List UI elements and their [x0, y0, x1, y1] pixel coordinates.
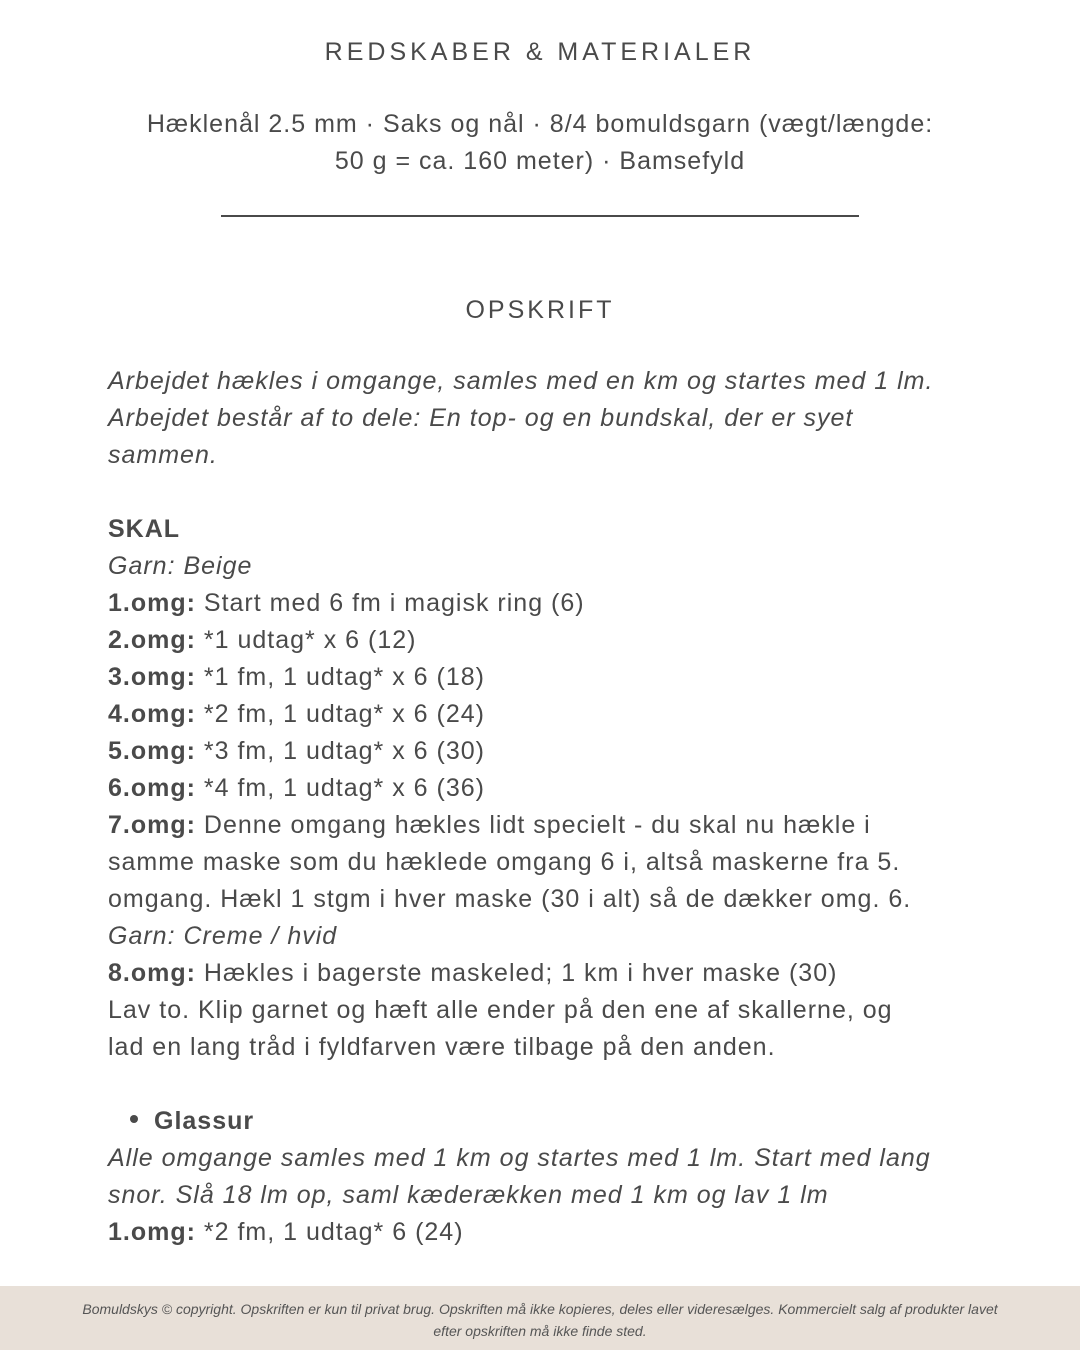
materials-list: [100, 106, 980, 180]
round-text: Denne omgang hækles lidt specielt - du skal nu hækle i: [195, 811, 871, 839]
round-text: *2 fm, 1 udtag* 6 (24): [195, 1218, 464, 1246]
shell-title: SKAL: [108, 515, 181, 543]
copyright-line-2: efter opskriften må ikke finde sted.: [433, 1323, 647, 1339]
shell-section: [108, 511, 988, 1066]
round-label: 4.omg:: [108, 700, 196, 728]
yarn-beige: Garn: Beige: [108, 552, 253, 580]
yarn-creme: Garn: Creme / hvid: [108, 922, 338, 950]
round-label: 1.omg:: [108, 589, 196, 617]
round-text: Start med 6 fm i magisk ring (6): [195, 589, 585, 617]
round-label: 2.omg:: [108, 626, 196, 654]
round-label: 7.omg:: [108, 811, 196, 839]
round-label: 3.omg:: [108, 663, 196, 691]
glaze-intro-line: snor. Slå 18 lm op, saml kæderækken med 1 km og lav 1 lm: [108, 1181, 829, 1209]
intro-line: sammen.: [108, 441, 218, 469]
round7-continued: omgang. Hækl 1 stgm i hver maske (30 i alt) så de dækker omg. 6.: [108, 885, 912, 913]
recipe-intro: [108, 363, 988, 474]
round-label: 6.omg:: [108, 774, 196, 802]
round-row: [108, 1214, 988, 1251]
intro-line: Arbejdet hækles i omgange, samles med en km og startes med 1 lm.: [108, 367, 934, 395]
copyright-line-1: Bomuldskys © copyright. Opskriften er kun til privat brug. Opskriften må ikke kopieres, deles eller videresælges. Kommercielt salg af produkter lavet: [82, 1301, 998, 1317]
round-label: 5.omg:: [108, 737, 196, 765]
round-text: *1 udtag* x 6 (12): [195, 626, 417, 654]
round-text: *1 fm, 1 udtag* x 6 (18): [195, 663, 485, 691]
round-row: [108, 659, 988, 696]
round-row: [108, 696, 988, 733]
round-row: [108, 622, 988, 659]
round-text: *3 fm, 1 udtag* x 6 (30): [195, 737, 485, 765]
round-text: Hækles i bagerste maskeled; 1 km i hver maske (30): [195, 959, 838, 987]
round-row: [108, 770, 988, 807]
round-text: *4 fm, 1 udtag* x 6 (36): [195, 774, 485, 802]
materials-line-1: Hæklenål 2.5 mm · Saks og nål · 8/4 bomuldsgarn (vægt/længde:: [146, 110, 934, 138]
recipe-heading: OPSKRIFT: [465, 296, 615, 324]
round-row: [108, 733, 988, 770]
glaze-section: [108, 1103, 988, 1251]
materials-heading: REDSKABER & MATERIALER: [324, 38, 756, 66]
glaze-intro-line: Alle omgange samles med 1 km og startes med 1 lm. Start med lang: [108, 1144, 931, 1172]
round-row: [108, 955, 988, 992]
round-text: *2 fm, 1 udtag* x 6 (24): [195, 700, 485, 728]
round-row: [108, 807, 988, 844]
copyright-text: [30, 1298, 1050, 1342]
section-divider: [221, 215, 859, 217]
glaze-title: Glassur: [154, 1107, 255, 1135]
round7-continued: samme maske som du hæklede omgang 6 i, altså maskerne fra 5.: [108, 848, 901, 876]
copyright-footer: [0, 1286, 1080, 1350]
round-label: 8.omg:: [108, 959, 196, 987]
closing-line: Lav to. Klip garnet og hæft alle ender på den ene af skallerne, og: [108, 996, 893, 1024]
bullet-icon: [130, 1115, 138, 1123]
round-row: [108, 585, 988, 622]
closing-line: lad en lang tråd i fyldfarven være tilbage på den anden.: [108, 1033, 776, 1061]
intro-line: Arbejdet består af to dele: En top- og en bundskal, der er syet: [108, 404, 854, 432]
materials-line-2: 50 g = ca. 160 meter) · Bamsefyld: [334, 147, 746, 175]
round-label: 1.omg:: [108, 1218, 196, 1246]
glaze-title-row: [108, 1103, 988, 1140]
